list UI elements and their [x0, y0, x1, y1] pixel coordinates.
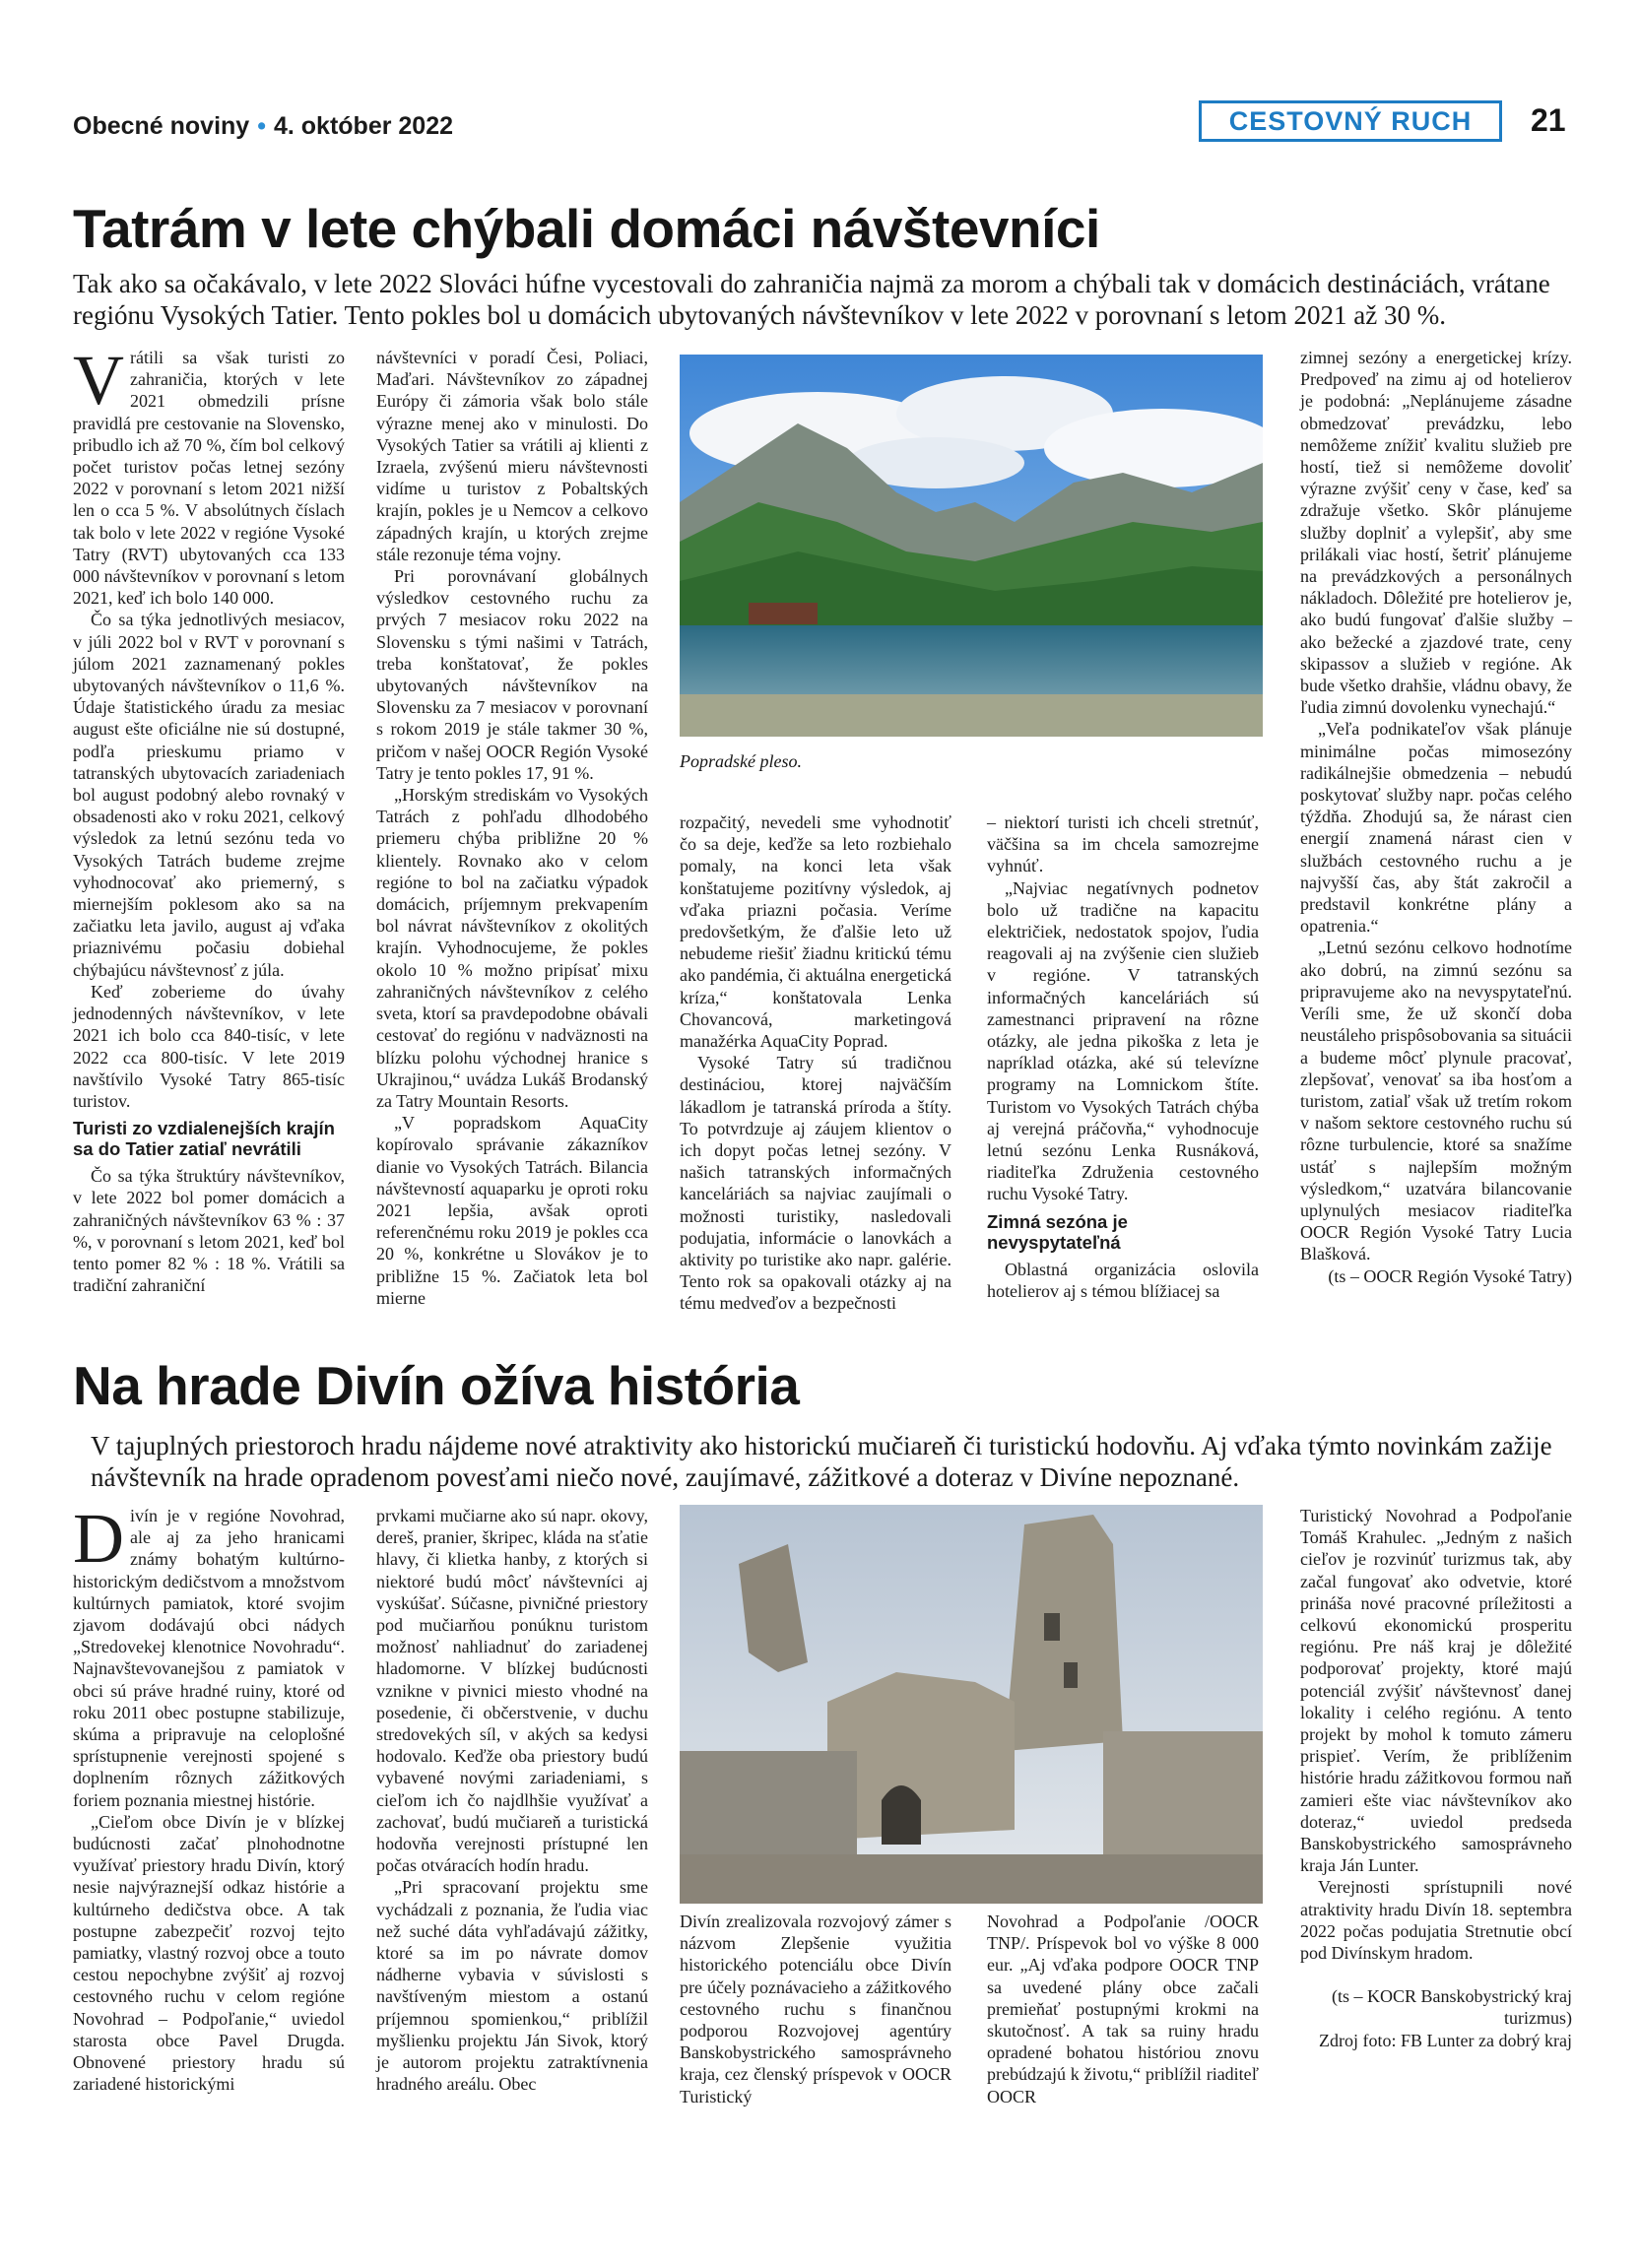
paragraph: „Pri spracovaní projektu sme vychádzali z poznania, že ľudia viac než suché dáta vyhľadávajú zážitky, ktoré sa im po návrate domov nádherne vybavia v súvislosti s navštíveným miestom a ostanú príjemnou spomienkou,“ priblížil myšlienku projektu Ján Sivok, ktorý je autorom projektu zatraktívnenia hradného areálu. Obec: [376, 1877, 648, 2095]
photo-credit: Zdroj foto: FB Lunter za dobrý kraj: [1319, 2030, 1572, 2050]
paragraph: Verejnosti sprístupnili nové atraktivity hradu Divín 18. septembra 2022 počas podujatia Stretnutie obcí pod Divínskym hradom.: [1300, 1877, 1572, 1964]
lake-mountain-photo: [680, 355, 1263, 737]
castle-ruins-photo: [680, 1505, 1263, 1904]
signature: (ts – OOCR Región Vysoké Tatry): [1328, 1265, 1572, 1286]
issue-date: 4. október 2022: [273, 112, 454, 140]
paragraph: Oblastná organizácia oslovila hotelierov aj s témou blížiacej sa: [987, 1259, 1259, 1301]
subheading: Zimná sezóna je nevyspytateľná: [987, 1210, 1128, 1253]
paragraph: Čo sa týka jednotlivých mesiacov, v júli 2022 bol v RVT v porovnaní s júlom 2021 zaznamenaný pokles ubytovaných návštevníkov o 11,6 %. Údaje štatistického úradu za mesiac august ešte oficiálne nie sú dostupné, podľa prieskumu priamo v tatranských ubytovacích zariadeniach bol august podobný alebo rovnaký v obsadenosti ako v roku 2021, celkový výsledok za letnú sezónu teda vo Vysokých Tatrách budeme zrejme vyhodnocovať ako priemerný, s miernejším poklesom ako sa na začiatku leta javilo, august aj vďaka priaznivému počasiu dobiehal chýbajúcu návštevnosť z júla.: [73, 610, 345, 980]
bullet-separator: •: [257, 112, 266, 140]
article2-column-4: [987, 1911, 1259, 2107]
paragraph: „Letnú sezónu celkovo hodnotíme ako dobrú, na zimnú sezónu sa pripravujeme ako na nevyspytateľnú. Veríli sme, že už skončí doba neustáleho prispôsobovania sa situácii a budeme môcť plynule pracovať, zlepšovať, venovať sa iba hosťom a turistom, zatiaľ však už tretím rokom v našom sektore cestovného ruchu sú rôzne turbulencie, ktoré sa snažíme ustáť s najlepším možným výsledkom,“ uzatvára bilancovanie uplynulých mesiacov riaditeľka OOCR Región Vysoké Tatry Lucia Blašková.: [1300, 938, 1572, 1264]
article2-column-1: [73, 1499, 345, 2095]
paragraph: „Najviac negatívnych podnetov bolo už tradične na kapacitu električiek, nedostatok spojov, ľudia reagovali aj na zvýšenie cien služieb v regióne. V tatranských informačných kanceláriách sú zamestnanci pripravení na rôzne otázky, ale jedna pikoška z leta je napríklad otázka, aké sú televízne programy na Lomnickom štíte. Turistom vo Vysokých Tatrách chýba aj verejná práčovňa,“ vyhodnocuje letnú sezónu Lenka Rusnáková, riaditeľka Združenia cestovného ruchu Vysoké Tatry.: [987, 877, 1259, 1204]
paragraph: „V popradskom AquaCity kopírovalo správanie zákazníkov dianie vo Vysokých Tatrách. Bilancia návštevností aquaparku je oproti roku 2021 lepšia, avšak oproti referenčnému roku 2019 je pokles cca 20 %, konkrétne u Slovákov je to približne 15 %. Začiatok leta bol mierne: [376, 1113, 648, 1308]
article2-lede: V tajuplných priestoroch hradu nájdeme nové atraktivity ako historickú mučiareň či turistickú hodovňu. Aj vďaka týmto novinkám zažije návštevník na hrade opradenom povesťami niečo nové, zaujímavé, zážitkové a doteraz v Divíne nepoznané.: [91, 1431, 1552, 1492]
article1-column-4: [987, 811, 1259, 1302]
paragraph: Novohrad a Podpoľanie /OOCR TNP/. Príspevok bol vo výške 8 000 eur. „Aj vďaka podpore OOCR TNP sa uvedené plány obce začali premieňať postupnými krokmi na skutočnosť. A tak sa ruiny hradu opradené bohatou históriou znovu prebúdzajú k životu,“ priblížil riaditeľ OOCR: [987, 1912, 1259, 2106]
article1-column-1: [73, 341, 345, 1296]
dropcap: D: [73, 1499, 124, 1578]
lake-mountain-illustration: [680, 355, 1263, 737]
article2-column-3: [680, 1911, 951, 2107]
paragraph: Turistický Novohrad a Podpoľanie Tomáš Krahulec. „Jedným z našich cieľov je rozvinúť turizmus tak, aby začal fungovať ako odvetvie, ktoré prináša nové pracovné príležitosti a celkovú ekonomickú prosperitu regiónu. Pre náš kraj je dôležité podporovať projekty, ktoré majú potenciál zvýšiť návštevnosť danej lokality i celého regiónu. A tento projekt by mohol k tomuto zámeru prispieť. Verím, že priblíženim histórie hradu zážitkovou formou naň zamieri ešte viac návštevníkov ako doteraz,“ uviedol predseda Banskobystrického samosprávneho kraja Ján Lunter.: [1300, 1506, 1572, 1876]
paragraph: ivín je v regióne Novohrad, ale aj za jeho hranicami známy bohatým kultúrno-historickým dedičstvom a množstvom kultúrnych pamiatok, ktoré svojim zjavom dodávajú obci nádych „Stredovekej klenotnice Novohradu“. Najnavštevovanejšou z pamiatok v obci sú práve hradné ruiny, ktoré od roku 2011 obec postupne stabilizuje, skúma a pripravuje na celoplošné sprístupnenie verejnosti spojené s doplnením rôznych zážitkových foriem poznania miestnej histórie.: [73, 1506, 345, 1810]
page-number: 21: [1531, 102, 1566, 138]
paragraph: „Cieľom obce Divín je v blízkej budúcnosti začať plnohodnotne využívať priestory hradu Divín, ktorý nesie najvýraznejší odkaz histórie a kultúrneho dedičstva obce. A tak postupne zabezpečiť rozvoj tejto pamiatky, vlastný rozvoj obce a touto cestou nepochybne zvýšiť aj rozvoj cestovného ruchu v celom regióne Novohrad – Podpoľanie,“ uviedol starosta obce Pavel Drugda. Obnovené priestory hradu sú zariadené historickými: [73, 1811, 345, 2095]
paragraph: rozpačitý, nevedeli sme vyhodnotiť čo sa deje, keďže sa leto rozbiehalo pomaly, na konci leta však konštatujeme pozitívny výsledok, aj vďaka priazni počasia. Veríme predovšetkým, že ďalšie leto už nebudeme riešiť žiadnu kritickú tému ako pandémia, či aktuálna energetická kríza,“ konštatovala Lenka Chovancová, marketingová manažérka AquaCity Poprad.: [680, 812, 951, 1052]
castle-ruins-illustration: [680, 1505, 1263, 1904]
article2-column-5: [1300, 1505, 1572, 2051]
article1-title: Tatrám v lete chýbali domáci návštevníci: [73, 198, 1100, 259]
paragraph: zimnej sezóny a energetickej krízy. Predpoveď na zimu aj od hotelierov je podobná: „Neplánujeme zásadne obmedzovať prevádzku, lebo nemôžeme znížiť kvalitu služieb pre hostí, tiež si nemôžeme dovoliť výrazne zvýšiť ceny v čase, keď sa zdražuje všetko. Skôr plánujeme služby doplniť a vylepšiť, aby sme prilákali viac hostí, šetriť plánujeme na prevádzkových a personálnych nákladoch. Dôležité pre hotelierov je, ako budú fungovať ďalšie služby – ako bežecké a zjazdové trate, ceny skipassov a služieb v regióne. Ak bude všetko drahšie, vládnu obavy, že ľudia zimnú dovolenku vynechajú.“: [1300, 348, 1572, 718]
masthead: [73, 112, 453, 141]
publication-name: Obecné noviny: [73, 112, 250, 140]
signature: (ts – KOCR Banskobystrický kraj turizmus): [1332, 1986, 1572, 2029]
photo-caption: Popradské pleso.: [680, 751, 802, 771]
paragraph: rátili sa však turisti zo zahraničia, ktorých v lete 2021 obmedzili prísne pravidlá pre cestovanie na Slovensko, pribudlo ich až 70 %, čím bol celkový počet turistov počas letnej sezóny 2022 v porovnaní s letom 2021 nižší len o cca 5 %. V absolútnych číslach tak bolo v lete 2022 v regióne Vysoké Tatry (RVT) ubytovaných cca 133 000 návštevníkov v porovnaní s letom 2021, keď ich bolo 140 000.: [73, 348, 345, 609]
section-tag: CESTOVNÝ RUCH: [1199, 100, 1502, 142]
paragraph: „Veľa podnikateľov však plánuje minimálne počas mimosezóny radikálnejšie obmedzenia – nebudú poskytovať služby napr. počas celého týždňa. Zhodujú sa, že nárast cien energií znamená nárast cien v službách cestovného ruchu a je najvyšší čas, aby štát zakročil a predstavil konkrétne plány a opatrenia.“: [1300, 719, 1572, 937]
article1-lede: Tak ako sa očakávalo, v lete 2022 Slováci húfne vycestovali do zahraničia najmä za morom a chýbali tak v domácich destináciách, vrátane regiónu Vysokých Tatier. Tento pokles bol u domácich ubytovaných návštevníkov v lete 2022 v porovnaní s letom 2021 až 30 %.: [73, 269, 1550, 330]
paragraph: „Horským strediskám vo Vysokých Tatrách z pohľadu dlhodobého priemeru chýba približne 20 % klientely. Rovnako ako v celom regióne to bol na začiatku výpadok domácich, príjemnym prekvapením bol návrat návštevníkov z okolitých krajín. Vyhodnocujeme, že pokles okolo 10 % možno pripísať mixu zahraničných návštevníkov z celého sveta, ktorí sa pravdepodobne obávali cestovať do regiónu v nadväznosti na blízku polohu východnej hranice s Ukrajinou,“ uvádza Lukáš Brodanský za Tatry Mountain Resorts.: [376, 785, 648, 1111]
paragraph: Keď zoberieme do úvahy jednodenných návštevníkov, v lete 2021 ich bolo cca 840-tisíc, v lete 2022 cca 800-tisíc. V lete 2019 navštívilo Vysoké Tatry 865-tisíc turistov.: [73, 981, 345, 1111]
article1-column-2: [376, 347, 648, 1309]
subheading: Turisti zo vzdialenejších krajín sa do Tatier zatiaľ nevrátili: [73, 1118, 335, 1160]
dropcap: V: [73, 341, 124, 420]
paragraph: – niektorí turisti ich chceli stretnúť, väčšina sa im chcela samozrejme vyhnúť.: [987, 812, 1259, 876]
paragraph: návštevníci v poradí Česi, Poliaci, Maďari. Návštevníkov zo západnej Európy či zámoria však bolo stále výrazne menej ako v minulosti. Do Vysokých Tatier sa vrátili aj klienti z Izraela, zvýšenú mieru návštevnosti vidíme u turistov z Pobaltských krajín, pokles je u Nemcov a celkovo západných krajín, u ktorých zrejme stále rezonuje téma vojny.: [376, 348, 648, 564]
paragraph: Pri porovnávaní globálnych výsledkov cestovného ruchu za prvých 7 mesiacov roku 2022 na Slovensku s tými našimi v Tatrách, treba konštatovať, že pokles ubytovaných návštevníkov na Slovensku za 7 mesiacov v porovnaní s rokom 2019 je stále takmer 30 %, pričom v našej OOCR Región Vysoké Tatry je tento pokles 17, 91 %.: [376, 566, 648, 783]
article2-title: Na hrade Divín ožíva história: [73, 1355, 800, 1416]
paragraph: Čo sa týka štruktúry návštevníkov, v lete 2022 bol pomer domácich a zahraničných návštevníkov 63 % : 37 %, v porovnaní s letom 2021, keď bol tento pomer 82 % : 18 %. Vrátili sa tradiční zahraniční: [73, 1166, 345, 1296]
article1-column-5: [1300, 347, 1572, 1287]
article2-column-2: [376, 1505, 648, 2095]
paragraph: Divín zrealizovala rozvojový zámer s názvom Zlepšenie využitia historického potenciálu obce Divín pre účely poznávacieho a zážitkového cestovného ruchu s finančnou podporou Rozvojovej agentúry Banskobystrického samosprávneho kraja, cez členský príspevok v OOCR Turistický: [680, 1912, 951, 2106]
paragraph: Vysoké Tatry sú tradičnou destináciou, ktorej najväčším lákadlom je tatranská príroda a štíty. To potvrdzuje aj záujem klientov o ich dopyt počas letnej sezóny. V našich tatranských informačných kanceláriách sa najviac zaujímali o možnosti turistiky, nasledovali podujatia, informácie o lanovkách a aktivity po turistike ako napr. galérie. Tento rok sa opakovali otázky aj na tému medveďov a bezpečnosti: [680, 1053, 951, 1314]
paragraph: prvkami mučiarne ako sú napr. okovy, dereš, pranier, škripec, kláda na sťatie hlavy, či klietka hanby, z ktorých si niektoré budú môcť návštevníci aj vyskúšať. Súčasne, pivničné priestory pod mučiarňou ponúknu turistom možnosť nahliadnuť do zariadenej hladomorne. V blízkej budúcnosti vznikne v pivnici miesto vhodné na posedenie, či občerstvenie, v duchu stredovekých síl, v akých sa kedysi hodovalo. Keďže oba priestory budú vybavené novými zariadeniami, s cieľom ich čo najdlhšie využívať a zachovať, budú mučiareň a turistická hodovňa verejnosti prístupné len počas otváracích hodín hradu.: [376, 1506, 648, 1876]
article1-column-3: [680, 811, 951, 1315]
